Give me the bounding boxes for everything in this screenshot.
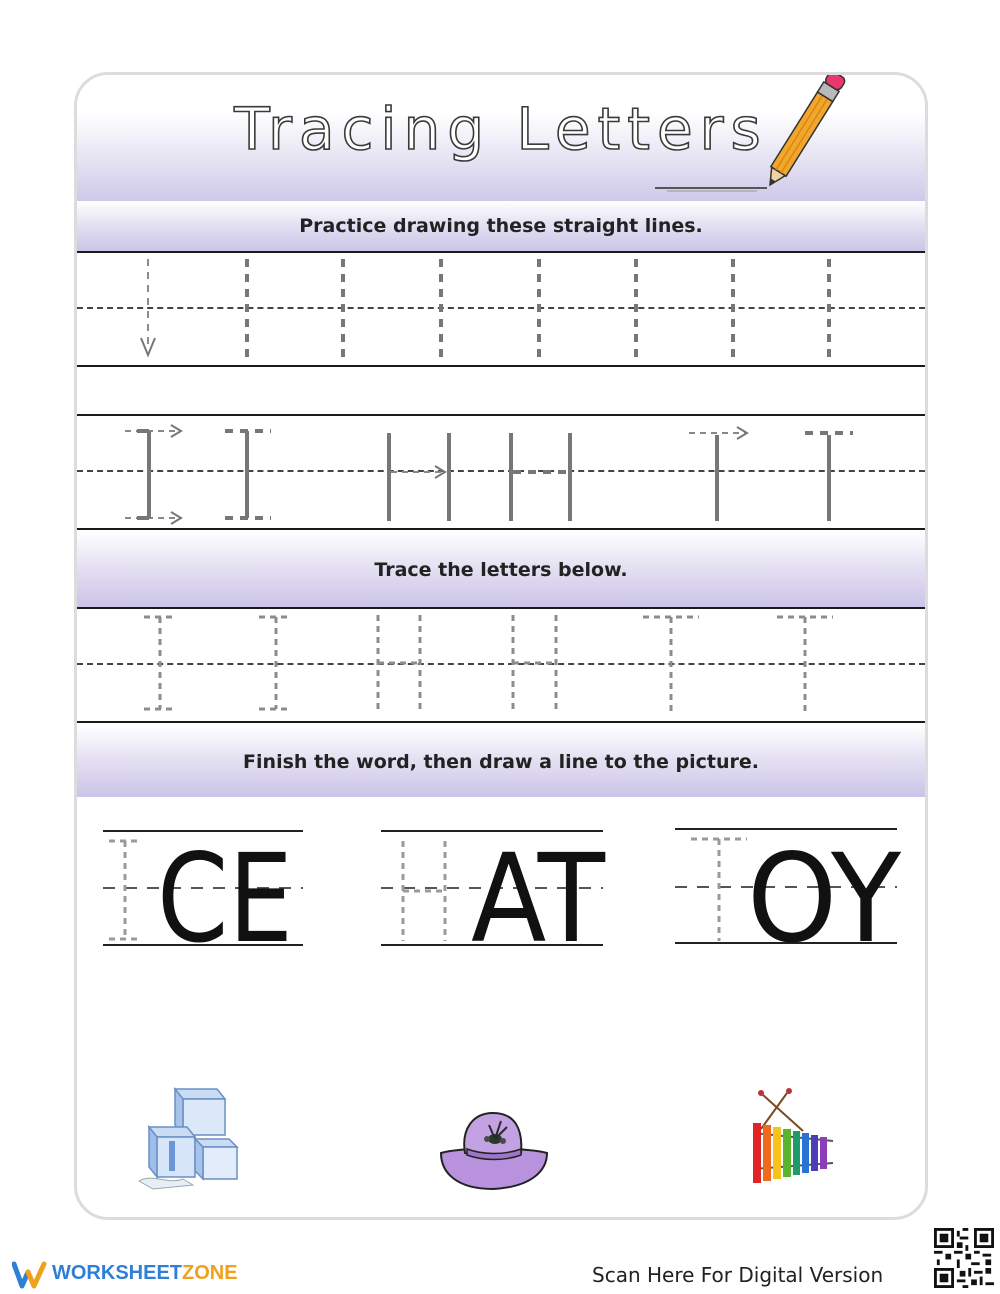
traced-letter-t [691, 839, 747, 941]
finish-word-row [77, 75, 925, 975]
hat-icon[interactable] [435, 1109, 551, 1191]
instruction-lines-text: Practice drawing these straight lines. [299, 215, 703, 237]
page-title: Tracing Letters [234, 95, 768, 163]
word-rest-oy: OY [747, 828, 902, 970]
traced-letter-i [109, 841, 141, 939]
xylophone-icon[interactable] [749, 1087, 839, 1187]
qr-code-icon[interactable] [934, 1228, 994, 1288]
traced-letter-h [403, 841, 445, 941]
brand-name[interactable] [52, 1262, 238, 1285]
word-rest-at: AT [471, 828, 606, 970]
worksheet-zone-logo-icon [12, 1258, 48, 1292]
instruction-word-text: Finish the word, then draw a line to the picture. [243, 751, 759, 773]
brand-part-1: WORKSHEET [52, 1262, 182, 1284]
instruction-trace-text: Trace the letters below. [374, 559, 628, 581]
worksheet-card [74, 72, 928, 1220]
word-rest-ce: CE [157, 828, 293, 970]
ice-cubes-icon[interactable] [133, 1081, 253, 1191]
brand-part-2: ZONE [182, 1262, 238, 1284]
scan-instruction: Scan Here For Digital Version [592, 1263, 884, 1287]
